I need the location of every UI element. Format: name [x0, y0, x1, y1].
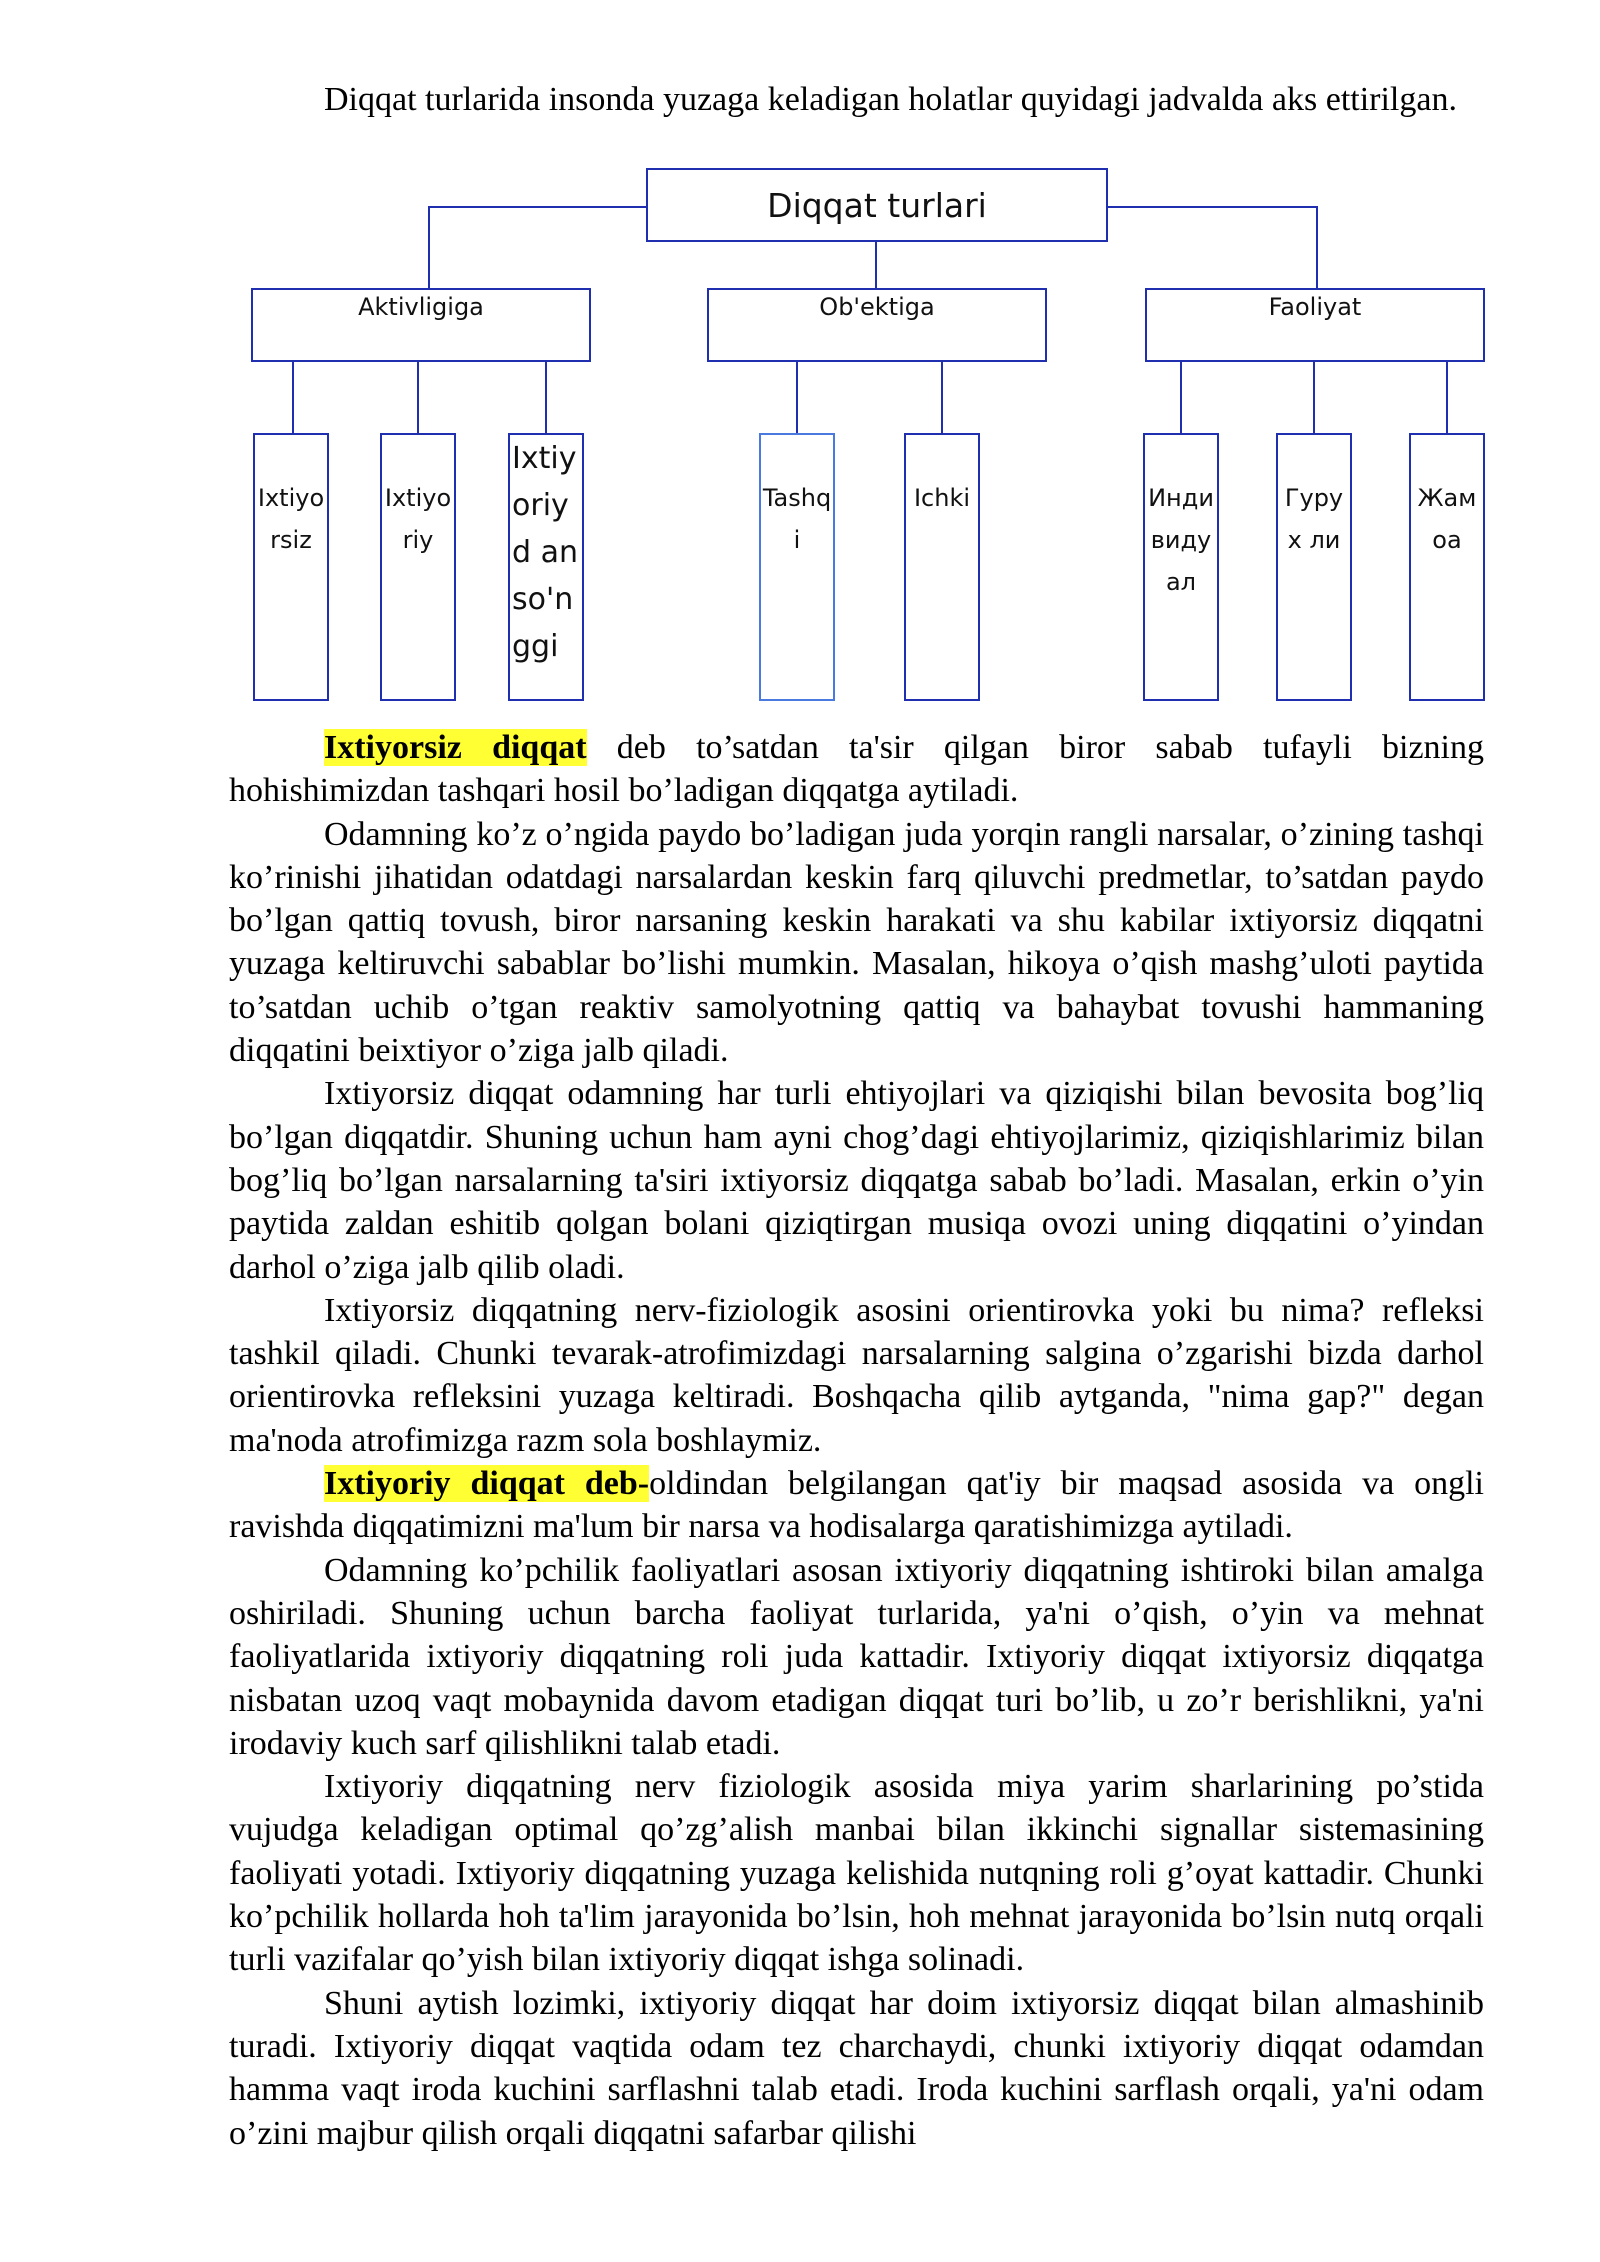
paragraph: Ixtiyorsiz diqqat odamning har turli ehtiyojlari va qiziqishi bilan bevosita bog’liq bo’lgan diqqatdir. Shuning uchun ham ayni chog’dagi ehtiyojlarimiz, qiziqishlarimiz bilan bog’liq bo’lgan narsalarning ta'siri ixtiyorsiz diqqatga sabab bo’ladi. Masalan, erkin o’yin paytida zaldan eshitib qolgan bolani qiziqtirgan musiqa ovozi uning diqqatini o’yindan darhol o’ziga jalb qilib oladi.	[229, 1075, 1484, 1286]
connector-line	[1313, 362, 1315, 434]
leaf-box: Гурух ли	[1276, 433, 1352, 701]
connector-line	[1316, 206, 1318, 289]
diagram-root-box: Diqqat turlari	[646, 168, 1108, 242]
connector-line	[941, 362, 943, 434]
attention-types-diagram	[0, 0, 1600, 720]
group-box-faoliyat: Faoliyat	[1145, 288, 1485, 362]
group-box-aktivligiga: Aktivligiga	[251, 288, 591, 362]
connector-line	[1106, 206, 1318, 208]
leaf-box: Ixtiyo riy	[380, 433, 456, 701]
leaf-box: Tashq i	[759, 433, 835, 701]
connector-line	[545, 362, 547, 434]
connector-line	[417, 362, 419, 434]
intro-paragraph: Diqqat turlarida insonda yuzaga keladigan holatlar quyidagi jadvalda aks ettirilgan.	[324, 81, 1457, 118]
connector-line	[1180, 362, 1182, 434]
leaf-box: Ichki	[904, 433, 980, 701]
paragraph: Ixtiyorsiz diqqat deb to’satdan ta'sir qilgan biror sabab tufayli bizning hohishimizdan tashqari hosil bo’ladigan diqqatga aytiladi.	[229, 729, 1485, 810]
leaf-box: Жам оа	[1409, 433, 1485, 701]
connector-line	[796, 362, 798, 434]
leaf-box: Ixtiyo rsiz	[253, 433, 329, 701]
leaf-box: Инди виду ал	[1143, 433, 1219, 701]
paragraph: Ixtiyorsiz diqqatning nerv-fiziologik asosini orientirovka yoki bu nima? refleksi tashkil qiladi. Chunki tevarak-atrofimizdagi narsalarning salgina o’zgarishi bizda darhol orientirovka refleksini yuzaga keltiradi. Boshqacha qilib aytganda, "nima gap?" degan ma'noda atrofimizga razm sola boshlaymiz.	[229, 1291, 1484, 1459]
body-text	[229, 726, 1484, 2155]
paragraph: Shuni aytish lozimki, ixtiyoriy diqqat har doim ixtiyorsiz diqqat bilan almashinib turadi. Ixtiyoriy diqqat vaqtida odam tez charchaydi, chunki ixtiyoriy diqqat odamdan hamma vaqt iroda kuchini sarflashni talab etadi. Iroda kuchini sarflash orqali, ya'ni odam o’zini majbur qilish orqali diqqatni safarbar qilishi	[229, 1984, 1484, 2152]
paragraph: Odamning ko’z o’ngida paydo bo’ladigan juda yorqin rangli narsalar, o’zining tashqi ko’rinishi jihatidan odatdagi narsalardan keskin farq qiluvchi predmetlar, to’satdan paydo bo’lgan qattiq tovush, biror narsaning keskin harakati va shu kabilar ixtiyorsiz diqqatni yuzaga keltiruvchi sabablar bo’lishi mumkin. Masalan, hikoya o’qish mashg’uloti paytida to’satdan uchib o’tgan reaktiv samolyotning qattiq va bahaybat tovushi hammaning diqqatini beixtiyor o’ziga jalb qiladi.	[229, 815, 1484, 1070]
paragraph: Ixtiyoriy diqqatning nerv fiziologik asosida miya yarim sharlarining po’stida vujudga keladigan optimal qo’zg’alish manbai bilan ikkinchi signallar sistemasining faoliyati yotadi. Ixtiyoriy diqqatning yuzaga kelishida nutqning roli g’oyat kattadir. Chunki ko’pchilik hollarda hoh ta'lim jarayonida bo’lsin, hoh mehnat jarayonida bo’lsin nutq orqali turli vazifalar qo’yish bilan ixtiyoriy diqqat ishga solinadi.	[229, 1768, 1484, 1979]
connector-line	[292, 362, 294, 434]
highlighted-term: Ixtiyoriy diqqat deb-	[324, 1465, 650, 1503]
group-box-obektiga: Ob'ektiga	[707, 288, 1047, 362]
paragraph: Odamning ko’pchilik faoliyatlari asosan ixtiyoriy diqqatning ishtiroki bilan amalga oshiriladi. Shuning uchun barcha faoliyat turlarida, ya'ni o’qish, o’yin va mehnat faoliyatlarida ixtiyoriy diqqatning roli juda kattadir. Ixtiyoriy diqqat ixtiyorsiz diqqatga nisbatan uzoq vaqt mobaynida davom etadigan diqqat turi bo’lib, u zo’r berishlikni, ya'ni irodaviy kuch sarf qilishlikni talab etadi.	[229, 1551, 1484, 1762]
highlighted-term: Ixtiyorsiz diqqat	[324, 729, 587, 766]
connector-line	[428, 206, 430, 289]
paragraph: Ixtiyoriy diqqat deb-oldindan belgilangan qat'iy bir maqsad asosida va ongli ravishda diqqatimizni ma'lum bir narsa va hodisalarga qaratishimizga aytiladi.	[229, 1465, 1485, 1546]
connector-line	[428, 206, 648, 208]
leaf-box: Ixtiy oriyd an so'n ggi	[508, 433, 584, 701]
connector-line	[1446, 362, 1448, 434]
connector-line	[875, 242, 877, 289]
